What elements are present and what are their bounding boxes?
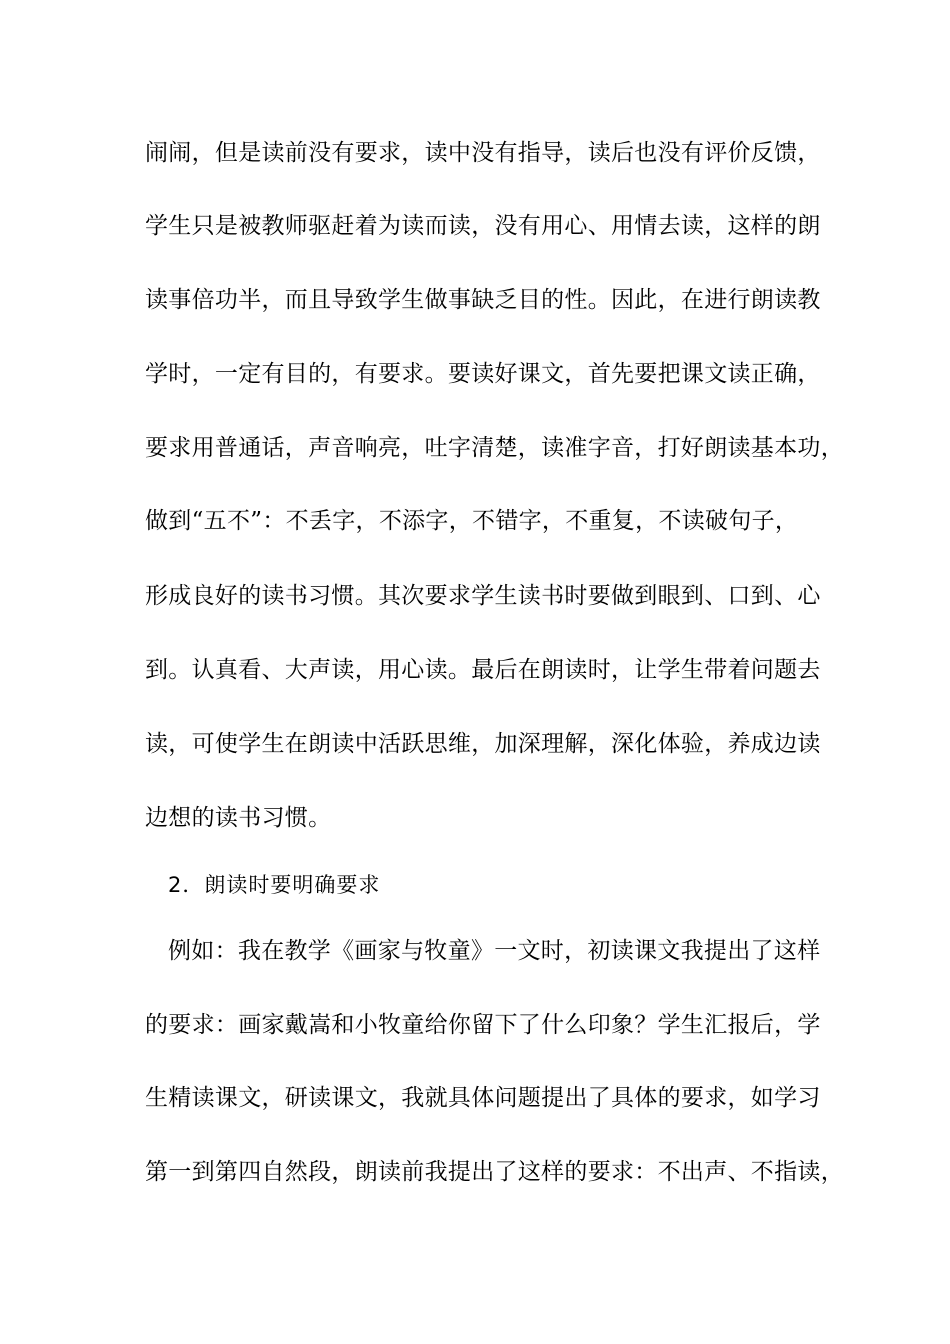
paragraph-line: 形成良好的读书习惯。其次要求学生读书时要做到眼到、口到、心 (145, 583, 821, 609)
paragraph-line: 做到“五不”：不丢字，不添字，不错字，不重复，不读破句子， (145, 508, 799, 534)
paragraph-line: 学生只是被教师驱赶着为读而读，没有用心、用情去读，这样的朗 (145, 213, 821, 239)
paragraph-line: 的要求：画家戴嵩和小牧童给你留下了什么印象？学生汇报后，学 (145, 1012, 821, 1038)
paragraph-line: 学时，一定有目的，有要求。要读好课文，首先要把课文读正确， (145, 361, 821, 387)
paragraph-line: 例如：我在教学《画家与牧童》一文时，初读课文我提出了这样 (168, 938, 821, 964)
paragraph-line: 要求用普通话，声音响亮，吐字清楚，读准字音，打好朗读基本功， (145, 435, 844, 461)
paragraph-line: 到。认真看、大声读，用心读。最后在朗读时，让学生带着问题去 (145, 657, 821, 683)
paragraph-line: 读事倍功半，而且导致学生做事缺乏目的性。因此，在进行朗读教 (145, 287, 821, 313)
section-heading: 2．朗读时要明确要求 (168, 873, 381, 897)
paragraph-line: 闹闹，但是读前没有要求，读中没有指导，读后也没有评价反馈， (145, 140, 821, 166)
paragraph-line: 生精读课文，研读课文，我就具体问题提出了具体的要求，如学习 (145, 1085, 821, 1111)
paragraph-line: 边想的读书习惯。 (145, 805, 332, 831)
paragraph-line: 第一到第四自然段，朗读前我提出了这样的要求：不出声、不指读， (145, 1159, 844, 1185)
paragraph-line: 读，可使学生在朗读中活跃思维，加深理解，深化体验，养成边读 (145, 731, 821, 757)
